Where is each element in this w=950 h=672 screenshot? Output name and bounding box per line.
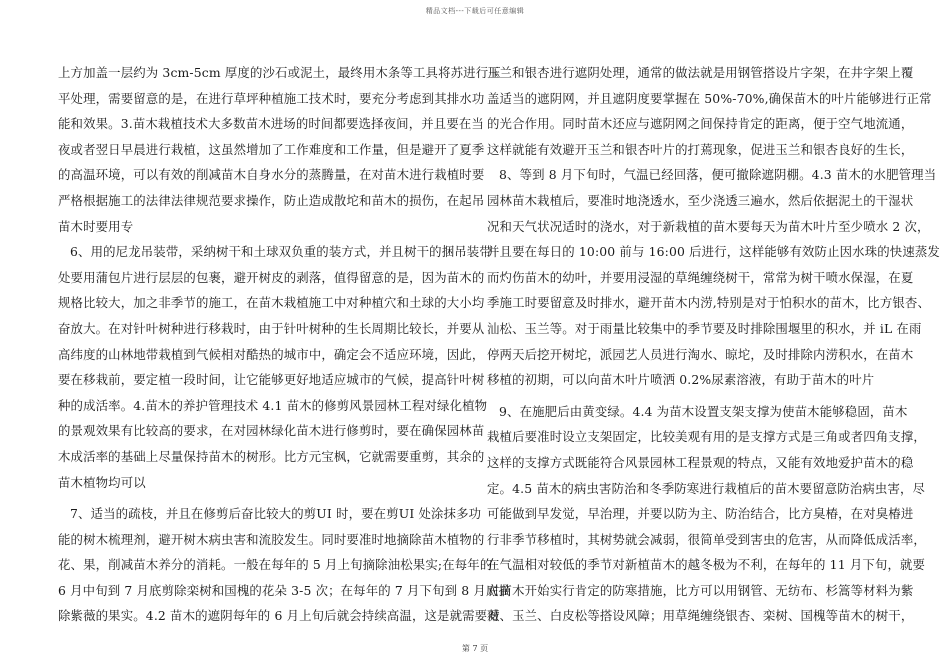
text-line: 种的成活率。4.苗木的养护管理技术 4.1 苗木的修剪风景园林工程对绿化植物 [58,397,488,413]
text-line: 夜或者翌日早晨进行栽植，这虽然增加了工作难度和工作量，但是避开了夏季 [58,141,485,157]
text-line: 6、用的尼龙吊装带，采纳树干和土球双负重的装方式，并且树干的捆吊装带 [70,244,492,260]
text-line: 的高温环境，可以有效的削减苗木自身水分的蒸腾量，在对苗木进行栽植时要 [58,167,485,183]
text-line: 苗木时要用专 [58,218,134,234]
text-line: 6 月中旬到 7 月底剪除栾树和国槐的花朵 3-5 次；在每年的 7 月下旬到 8 月底摘 [58,582,512,598]
text-line: 要在移栽前，要定植一段时间，让它能够更好地适应城市的气候，提高针叶树 [58,372,485,388]
right-text-column [487,60,940,629]
text-line: 木成活率的基础上尽量保持苗木的树形。比方元宝枫，它就需要重剪，其余的 [58,448,485,464]
text-line: 除紫薇的果实。4.2 苗木的遮阴每年的 6 月上旬后就会持续高温，这是就需要对 [58,608,500,624]
text-line: 奋放大。在对针叶树种进行移栽时，由于针叶树种的生长周期比较长，并要从 [58,320,485,336]
left-text-column [58,60,512,629]
text-line: 7、适当的疏枝，并且在修剪后奋比较大的剪UI 时，要在剪UI 处涂抹多功 [70,506,482,522]
text-line: 处要用蒲包片进行层层的包裹，避开树皮的剥落，值得留意的是，因为苗木的 [58,269,485,285]
text-line: 在气温相对较低的季节对新植苗木的越冬极为不利，在每年的 11 月下旬，就要 [487,557,926,573]
text-line: 并且要在每日的 10:00 前与 16:00 后进行，这样能够有效防止因水珠的快速蒸发 [487,244,940,260]
text-line: 薇、玉兰、白皮松等搭设风障；用草绳缠绕银杏、栾树、国槐等苗木的树干， [487,608,914,624]
text-line: 汕松、玉兰等。对于雨量比较集中的季节要及时排除围堰里的积水，并 iL 在雨 [487,320,922,336]
text-line: 花、果，削减苗木养分的消耗。一般在每年的 5 月上旬摘除油松果实;在每年的 [58,557,493,573]
text-line: 这样就能有效避开玉兰和银杏叶片的打蔫现象，促进玉兰和银杏良好的生长， [487,141,914,157]
text-line: 盖适当的遮阴网，并且遮阴度要掌握在 50%-70%,确保苗木的叶片能够进行正常 [487,90,932,106]
text-line: 栽植后要准时设立支架固定，比较美观有用的是支撑方式是三角或者四角支撑， [487,429,926,445]
text-line: 可能做到早发觉，早治理，并要以防为主、防治结合，比方臭椿，在对臭椿进 [487,506,914,522]
text-line: 规格比较大，加之非季节的施工，在苗木栽植施工中对种植穴和土球的大小均 [58,295,485,311]
text-line: 对苗木开始实行肯定的防寒措施，比方可以用钢管、无纺布、杉篙等材料为紫 [487,582,914,598]
text-line: 行非季节移植时，其树势就会减弱，很简单受到害虫的危害，从而降低成活率， [487,531,926,547]
text-line: 严格根据施工的法律法律规范要求操作，防止造成散坨和苗木的损伤，在起吊 [58,192,485,208]
text-line: 季施工时要留意及时排水，避开苗木内涝,特别是对于怕积水的苗木，比方银杏、 [487,295,931,311]
text-line: 高纬度的山林地带栽植到气候相对酷热的城市中，确定会不适应环境，因此， [58,346,485,362]
text-line: 平处理，需要留意的是，在进行草坪种植施工技术时，要充分考虑到其排水功 [58,90,485,106]
text-line: 而灼伤苗木的幼叶，并要用浸湿的草绳缠绕树干，常常为树干喷水保湿，在夏 [487,269,914,285]
page-number: 第 7 页 [461,644,489,653]
text-line: 停两天后挖开树坨，派园艺人员进行淘水、晾坨，及时排除内涝积水，在苗木 [487,346,914,362]
text-line: 苗木植物均可以 [58,474,146,490]
text-line: 况和天气状况适时的浇水，对于新栽植的苗木要每天为苗木叶片至少喷水 2 次， [487,218,930,234]
text-line: 的景观效果有比较高的要求，在对园林绿化苗木进行修剪时，要在确保园林苗 [58,423,485,439]
text-line: 上方加盖一层约为 3cm-5cm 厚度的沙石或泥土，最终用木条等工具将苏进行压 [58,65,501,80]
text-line: 这样的支撑方式既能符合风景园林工程景观的特点，又能有效地爱护苗木的稳 [487,454,914,470]
text-line: 8、等到 8 月下旬时，气温已经回落，便可撤除遮阴棚。4.3 苗木的水肥管理当 [499,167,937,183]
text-line: 的光合作用。同时苗木还应与遮阴网之间保持肯定的距离，便于空气地流通， [487,116,914,132]
document-header: 精品文档---下载后可任意编辑 [425,7,525,15]
text-line: 能的树木梳理剂，避开树木病虫害和流胶发生。同时要准时地摘除苗木植物的 [58,531,485,547]
text-line: 玉兰和银杏进行遮阴处理，通常的做法就是用钢管搭设片字架，在井字架上覆 [487,65,914,80]
text-line: 移植的初期，可以向苗木叶片喷洒 0.2%尿素溶液，有助于苗木的叶片 [487,372,875,388]
text-line: 9、在施肥后由黄变绿。4.4 为苗木设置支架支撑为使苗木能够稳固，苗木 [499,403,908,419]
text-line: 定。4.5 苗木的病虫害防治和冬季防寒进行栽植后的苗木要留意防治病虫害，尽 [487,480,926,496]
text-line: 园林苗木栽植后，要准时地浇透水，至少浇透三遍水，然后依据泥土的干湿状 [487,192,914,208]
text-line: 能和效果。3.苗木栽植技术大多数苗木进场的时间都要选择夜间，并且要在当 [58,116,484,132]
